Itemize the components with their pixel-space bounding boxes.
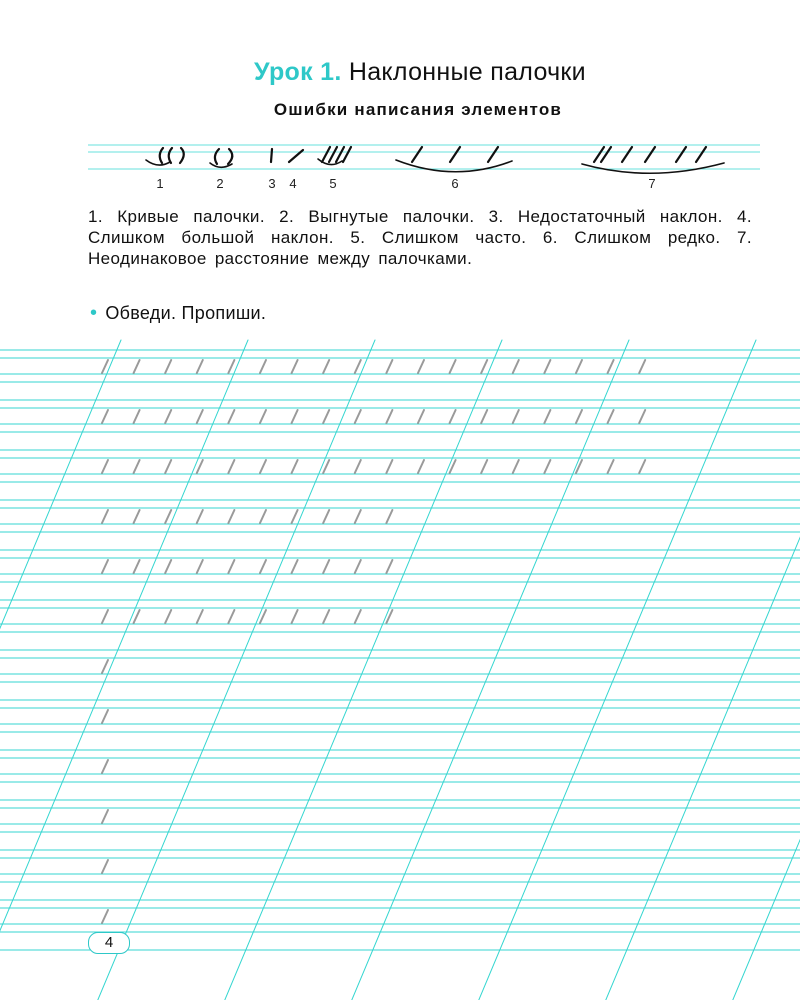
trace-stroke [639,460,645,473]
trace-stroke [228,460,234,473]
trace-stroke [386,460,392,473]
trace-stroke [102,860,108,873]
trace-stroke [544,360,550,373]
trace-stroke [544,460,550,473]
trace-stroke [576,460,582,473]
trace-stroke [165,460,171,473]
trace-stroke [292,360,298,373]
trace-stroke [260,360,266,373]
trace-stroke [134,510,140,523]
slant-guideline [606,340,800,1000]
trace-stroke [639,410,645,423]
trace-stroke [228,560,234,573]
trace-stroke [228,410,234,423]
trace-stroke [102,410,108,423]
trace-stroke [102,660,108,673]
trace-stroke [134,610,140,623]
lesson-number: Урок 1. [254,58,342,86]
trace-stroke [323,610,329,623]
trace-stroke [418,360,424,373]
trace-stroke [102,460,108,473]
trace-stroke [165,360,171,373]
trace-stroke [165,510,171,523]
trace-stroke [386,560,392,573]
trace-stroke [197,510,203,523]
trace-stroke [292,460,298,473]
trace-stroke [513,410,519,423]
trace-stroke [481,460,487,473]
slant-guideline [733,340,800,1000]
trace-stroke [134,560,140,573]
trace-stroke [134,360,140,373]
trace-stroke [134,410,140,423]
error-example-label: 1 [156,176,164,191]
practice-grid [0,340,800,1000]
trace-stroke [165,410,171,423]
trace-stroke [102,510,108,523]
trace-stroke [102,810,108,823]
trace-stroke [481,410,487,423]
trace-stroke [228,610,234,623]
trace-stroke [608,460,614,473]
bullet-icon: • [90,302,98,324]
trace-stroke [544,410,550,423]
trace-stroke [323,410,329,423]
trace-stroke [102,710,108,723]
error-example-label: 7 [648,176,656,191]
trace-stroke [292,410,298,423]
trace-stroke [260,410,266,423]
trace-stroke [608,410,614,423]
trace-stroke [323,510,329,523]
trace-stroke [197,560,203,573]
slant-guideline [0,340,248,1000]
trace-stroke [450,360,456,373]
trace-stroke [323,560,329,573]
trace-stroke [513,460,519,473]
trace-stroke [292,560,298,573]
trace-stroke [102,360,108,373]
error-example-label: 3 [268,176,276,191]
trace-stroke [102,760,108,773]
error-description: 1. Кривые палочки. 2. Выгнутые палочки. 3. Недостаточный наклон. 4. Слишком большой наклон. 5. Слишком часто. 6. Слишком редко. 7. Неодинаковое расстояние между палочками. [88,207,752,268]
trace-stroke [197,360,203,373]
trace-stroke [576,410,582,423]
slant-guideline [98,340,375,1000]
trace-stroke [418,460,424,473]
trace-stroke [102,560,108,573]
trace-stroke [639,360,645,373]
instruction-text: Обведи. Пропиши. [105,303,267,323]
trace-stroke [197,610,203,623]
trace-stroke [386,360,392,373]
trace-stroke [355,410,361,423]
slant-guideline [479,340,756,1000]
trace-stroke [292,610,298,623]
trace-stroke [450,410,456,423]
trace-stroke [386,510,392,523]
trace-stroke [608,360,614,373]
slant-guideline [352,340,629,1000]
trace-stroke [418,410,424,423]
trace-stroke [513,360,519,373]
trace-stroke [576,360,582,373]
trace-stroke [386,410,392,423]
trace-stroke [165,610,171,623]
error-example-label: 4 [289,176,297,191]
trace-stroke [102,610,108,623]
trace-stroke [355,360,361,373]
slant-guideline [225,340,502,1000]
trace-stroke [228,510,234,523]
trace-stroke [165,560,171,573]
trace-stroke [197,460,203,473]
trace-stroke [481,360,487,373]
trace-stroke [355,510,361,523]
trace-stroke [228,360,234,373]
trace-stroke [134,460,140,473]
trace-stroke [292,510,298,523]
page-number: 4 [88,932,130,954]
trace-stroke [260,510,266,523]
trace-stroke [355,610,361,623]
trace-stroke [260,460,266,473]
error-example-label: 5 [329,176,337,191]
section-subtitle: Ошибки написания элементов [273,100,563,119]
trace-stroke [260,560,266,573]
error-example-label: 2 [216,176,224,191]
trace-stroke [197,410,203,423]
error-example-label: 6 [451,176,459,191]
trace-stroke [323,360,329,373]
trace-stroke [355,560,361,573]
trace-stroke [355,460,361,473]
lesson-title: Наклонные палочки [348,58,586,86]
trace-stroke [102,910,108,923]
